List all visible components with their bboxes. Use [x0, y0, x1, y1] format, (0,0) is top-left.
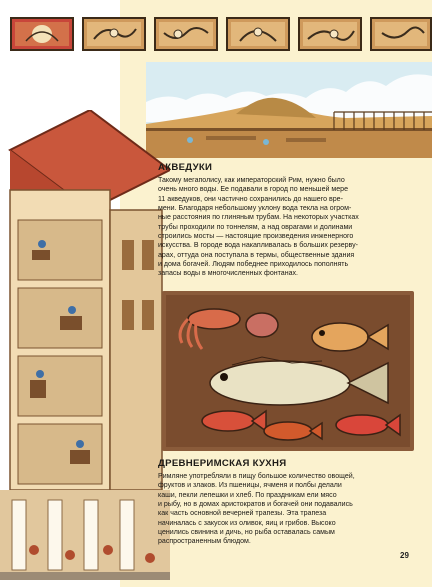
text-line: распространенным блюдом. [158, 538, 251, 546]
border-tile [226, 17, 290, 51]
text-line: запасы воды в многочисленных фонтанах. [158, 270, 298, 278]
figure-icon [12, 19, 72, 49]
border-tile [154, 17, 218, 51]
fish-mosaic [162, 291, 414, 451]
text-line: строились мосты — настоящие произведения инженерного [158, 233, 354, 241]
creature-icon [228, 19, 288, 49]
text-line: трубы проходили по тоннелям, а над оврагами и долинами [158, 223, 353, 231]
roman-house-cutaway [0, 110, 170, 580]
text-line: Римляне употребляли в пищу большое количество овощей, [158, 473, 355, 480]
kitchen-heading: ДРЕВНЕРИМСКАЯ КУХНЯ [158, 458, 287, 469]
octopus-icon [246, 313, 278, 337]
text-line: ные расстояния по глиняным трубам. На некоторых участках [158, 214, 359, 222]
page-number: 29 [400, 551, 409, 560]
text-line: начиналась с закусок из оливок, яиц и грибов. Высоко [158, 519, 336, 527]
text-line: и рыбу, но в домах аристократов и богачей они подавались [158, 501, 353, 509]
kitchen-section [158, 458, 398, 547]
kitchen-text [158, 472, 398, 547]
border-tile [370, 17, 432, 51]
text-line: как часть основной вечерней трапезы. Эта трапеза [158, 510, 327, 518]
text-line: Такому мегаполису, как императорский Рим, нужно было [158, 177, 345, 184]
creature-icon [84, 19, 144, 49]
creature-icon [372, 19, 430, 49]
aqueducts-section [158, 162, 390, 279]
text-line: очень много воды. Ее подавали в город по меньшей мере [158, 186, 349, 194]
text-line: 11 акведуков, они частично сохранились до нашего вре- [158, 195, 343, 203]
border-tile [82, 17, 146, 51]
decorative-border-tiles [10, 17, 432, 53]
text-line: ценились свинина и дичь, но рыба оставалась самым [158, 529, 335, 537]
creature-icon [300, 19, 360, 49]
text-line: искусства. В городе вода накапливалась в больших резерву- [158, 242, 359, 250]
aqueduct-landscape [146, 62, 432, 158]
border-tile [298, 17, 362, 51]
text-line: мени. Благодаря небольшому уклону вода текла на огром- [158, 205, 352, 213]
aqueducts-text [158, 176, 390, 279]
aqueducts-heading: АКВЕДУКИ [158, 162, 213, 173]
text-line: и дома богачей. Людям победнее приходилось пополнять [158, 261, 349, 269]
creature-icon [156, 19, 216, 49]
border-tile [10, 17, 74, 51]
text-line: арах, оттуда она поступала в термы, общественные здания [158, 251, 355, 259]
text-line: каши, пекли лепешки и хлеб. По праздникам ели мясо [158, 491, 337, 499]
text-line: фруктов и злаков. Из пшеницы, ячменя и полбы делали [158, 482, 342, 490]
